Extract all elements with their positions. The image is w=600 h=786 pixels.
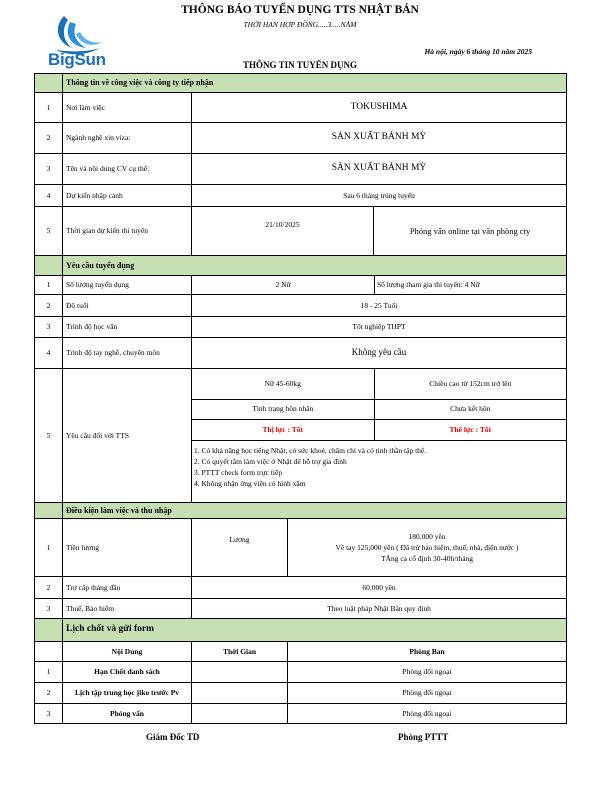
exam-participants: Số lượng tham gia thi tuyển: 4 Nữ [377, 280, 480, 290]
table-row: 2 Độ tuổi 18 - 25 Tuổi [35, 295, 567, 317]
row-label: Trình độ tay nghề, chuyên môn [63, 338, 192, 369]
section-header-conditions [35, 503, 567, 519]
table-row: 2 Lịch tập trung học jiko trước Pv Phòng đối ngoại [35, 683, 567, 704]
table-row: 1 Số lượng tuyển dụng 2 Nữ Số lượng tham gia thi tuyển: 4 Nữ [35, 276, 567, 295]
list-item: 1. Có khả năng học tiếng Nhật, có sức khoẻ, chăm chỉ và có tinh thần tập thể. [194, 445, 427, 455]
row-label: Tiền lương [63, 519, 192, 577]
entry-date-value: Sau 6 tháng trúng tuyển [192, 185, 567, 207]
table-row: 3 Thuế, Bảo hiểm Theo luật pháp Nhật Bản quy định [35, 599, 567, 619]
signature-department: Phòng PTTT [398, 732, 449, 742]
row-label: Tên và nội dung CV cụ thể: [63, 154, 192, 185]
schedule-department: Phòng đối ngoại [288, 662, 567, 683]
column-header-time: Thời Gian [192, 642, 288, 662]
table-row: 5 Thời gian dự kiến thi tuyển 21/10/2025 Phỏng vấn online tại văn phòng cty [35, 207, 567, 256]
schedule-time [192, 662, 288, 683]
exam-place-value: Phỏng vấn online tại văn phòng cty [374, 207, 567, 256]
weight-requirement: Nữ 45-60kg [192, 369, 374, 399]
row-label: Thuế, Bảo hiểm [63, 599, 192, 619]
document-title: THÔNG BÁO TUYỂN DỤNG TTS NHẬT BẢN [181, 4, 419, 16]
document-date: Hà nội, ngày 6 tháng 10 năm 2025 [424, 47, 532, 56]
row-label: Dự kiến nhập cảnh [63, 185, 192, 207]
row-label: Yêu cầu đối với TTS [63, 369, 192, 503]
schedule-department: Phòng đối ngoại [288, 704, 567, 724]
section-title-requirements: Yêu cầu tuyển dụng [63, 256, 567, 276]
overtime-info: TĂng ca cố định 30-40h/tháng [380, 554, 474, 563]
table-row: 4 Trình độ tay nghề, chuyên môn Không yêu cầu [35, 338, 567, 369]
row-label: Trình độ học vấn [63, 317, 192, 338]
section-header-company [35, 74, 567, 93]
schedule-time [192, 683, 288, 704]
table-row: 3 Trình độ học vấn Tốt nghiệp THPT [35, 317, 567, 338]
table-row: 4 Dự kiến nhập cảnh Sau 6 tháng trúng tuyển [35, 185, 567, 207]
contract-term: THỜI HẠN HỢP ĐỒNG.....3.....NĂM [243, 20, 357, 29]
job-content-value: SẢN XUẤT BÁNH MỲ [192, 154, 567, 185]
table-row: 2 Ngành nghề xin viza: SẢN XUẤT BÁNH MỲ [35, 123, 567, 154]
section-title-schedule: Lịch chốt và gửi form [63, 619, 567, 642]
schedule-content: Phỏng vấn [63, 704, 192, 724]
salary-base: 180.000 yên [408, 532, 446, 541]
section-title: THÔNG TIN TUYỂN DỤNG [243, 60, 357, 70]
salary-net: Về tay 125,000 yên ( Đã trừ bảo hiểm, thuế, nhà, điện nước ) [335, 543, 519, 552]
section-title-conditions: Điều kiện làm việc và thu nhập [63, 503, 567, 519]
row-label: Số lượng tuyển dụng [63, 276, 192, 295]
height-requirement: Chiều cao từ 152cm trở lên [374, 369, 566, 399]
salary-sub-label: Lương [192, 519, 288, 577]
skill-value: Không yêu cầu [192, 338, 567, 369]
column-header-content: Nội Dung [63, 642, 192, 662]
schedule-content: Hạn Chốt danh sách [63, 662, 192, 683]
section-header-schedule [35, 619, 567, 642]
requirements-list [194, 445, 564, 489]
table-row: 2 Trợ cấp tháng đầu 60.000 yên [35, 577, 567, 599]
marital-value: Chưa kết hôn [374, 399, 566, 419]
signature-director: Giám Đốc TD [146, 732, 200, 742]
row-label: Ngành nghề xin viza: [63, 123, 192, 154]
column-header-department: Phòng Ban [288, 642, 567, 662]
section-header-requirements [35, 256, 567, 276]
schedule-content: Lịch tập trung học jiko trước Pv [63, 683, 192, 704]
fitness-requirement: Thể lực : Tốt [374, 419, 566, 440]
eyesight-requirement: Thị lực : Tốt [192, 419, 374, 440]
exam-date-value: 21/10/2025 [192, 207, 374, 256]
visa-occupation-value: SẢN XUẤT BÁNH MỲ [192, 123, 567, 154]
table-row: 1 Tiền lương Lương 180.000 yên Về tay 125,000 yên ( Đã trừ bảo hiểm, thuế, nhà, điện nước ) TĂng ca cố định 30-40h/tháng [35, 519, 567, 577]
list-item: 3. PTTT check form trực tiếp [194, 467, 283, 477]
table-row: 1 Nơi làm việc TOKUSHIMA [35, 93, 567, 123]
section-title-company: Thông tin về công việc và công ty tiếp nhận [63, 74, 567, 93]
recruitment-table [34, 73, 567, 724]
table-header-row [35, 642, 567, 662]
schedule-time [192, 704, 288, 724]
row-label: Độ tuổi [63, 295, 192, 317]
table-row: 5 Yêu cầu đối với TTS Nữ 45-60kg Chiều cao từ 152cm trở lên Tình trạng hôn nhân Chưa kết hôn Thị lực : Tốt Thể lực : Tốt 1. Có khả năng học tiếng Nhật, có sức khoẻ, chăm chỉ và có tinh thần tập thể. 2. Có quyết tâm làm việc ở Nhật để hỗ trợ gia đình 3. PTTT check form trực tiếp 4. Không nhận ứng viên có hình xăm [35, 369, 567, 503]
education-value: Tốt nghiệp THPT [192, 317, 567, 338]
marital-label: Tình trạng hôn nhân [192, 399, 374, 419]
table-row: 1 Hạn Chốt danh sách Phòng đối ngoại [35, 662, 567, 683]
workplace-value: TOKUSHIMA [192, 93, 567, 123]
schedule-department: Phòng đối ngoại [288, 683, 567, 704]
list-item: 2. Có quyết tâm làm việc ở Nhật để hỗ trợ gia đình [194, 456, 347, 466]
row-label: Nơi làm việc [63, 93, 192, 123]
row-label: Trợ cấp tháng đầu [63, 577, 192, 599]
age-value: 18 - 25 Tuổi [192, 295, 567, 317]
list-item: 4. Không nhận ứng viên có hình xăm [194, 478, 306, 488]
first-month-allowance: 60.000 yên [192, 577, 567, 599]
table-row: 3 Phỏng vấn Phòng đối ngoại [35, 704, 567, 724]
row-label: Thời gian dự kiến thi tuyển [63, 207, 192, 256]
table-row: 3 Tên và nội dung CV cụ thể: SẢN XUẤT BÁNH MỲ [35, 154, 567, 185]
logo-text: BigSun [48, 50, 106, 69]
quota-value: 2 Nữ [192, 276, 375, 294]
tax-insurance-value: Theo luật pháp Nhật Bản quy định [192, 599, 567, 619]
